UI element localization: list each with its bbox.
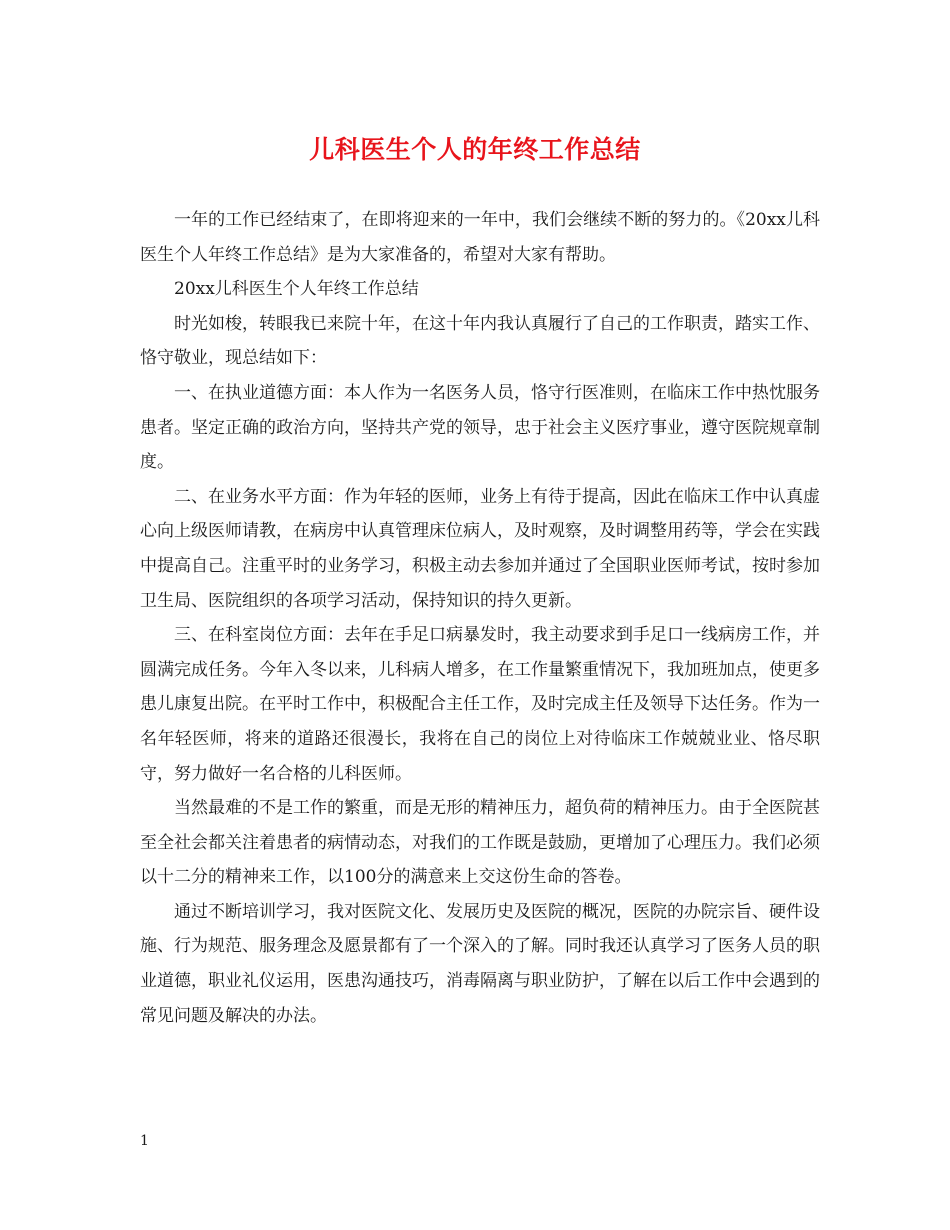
paragraph-opening: 时光如梭，转眼我已来院十年，在这十年内我认真履行了自己的工作职责，踏实工作、恪守敬业，现总结如下： (140, 313, 820, 369)
paragraph-training: 通过不断培训学习，我对医院文化、发展历史及医院的概况，医院的办院宗旨、硬件设施、行为规范、服务理念及愿景都有了一个深入的了解。同时我还认真学习了医务人员的职业道德，职业礼仪运用，医患沟通技巧，消毒隔离与职业防护，了解在以后工作中会遇到的常见问题及解决的办法。 (140, 901, 820, 1026)
paragraph-intro: 一年的工作已经结束了，在即将迎来的一年中，我们会继续不断的努力的。《20xx儿科医生个人年终工作总结》是为大家准备的，希望对大家有帮助。 (140, 210, 820, 265)
paragraph-subtitle: 20xx儿科医生个人年终工作总结 (174, 279, 419, 300)
document-title: 儿科医生个人的年终工作总结 (309, 135, 641, 164)
page-number: 1 (140, 1133, 149, 1149)
paragraph-skills: 二、在业务水平方面：作为年轻的医师，业务上有待于提高，因此在临床工作中认真虚心向上级医师请教，在病房中认真管理床位病人，及时观察，及时调整用药等，学会在实践中提高自己。注重平时的业务学习，积极主动去参加并通过了全国职业医师考试，按时参加卫生局、医院组织的各项学习活动，保持知识的持久更新。 (140, 486, 820, 611)
paragraph-ethics: 一、在执业道德方面：本人作为一名医务人员，恪守行医准则，在临床工作中热忱服务患者。坚定正确的政治方向，坚持共产党的领导，忠于社会主义医疗事业，遵守医院规章制度。 (140, 382, 820, 473)
paragraph-pressure: 当然最难的不是工作的繁重，而是无形的精神压力，超负荷的精神压力。由于全医院甚至全社会都关注着患者的病情动态，对我们的工作既是鼓励，更增加了心理压力。我们必须以十二分的精神来工作，以100分的满意来上交这份生命的答卷。 (140, 798, 820, 888)
document-body (140, 203, 820, 1033)
paragraph-department: 三、在科室岗位方面：去年在手足口病暴发时，我主动要求到手足口一线病房工作，并圆满完成任务。今年入冬以来，儿科病人增多，在工作量繁重情况下，我加班加点，使更多患儿康复出院。在平时工作中，积极配合主任工作，及时完成主任及领导下达任务。作为一名年轻医师，将来的道路还很漫长，我将在自己的岗位上对待临床工作兢兢业业、恪尽职守，努力做好一名合格的儿科医师。 (140, 625, 820, 784)
